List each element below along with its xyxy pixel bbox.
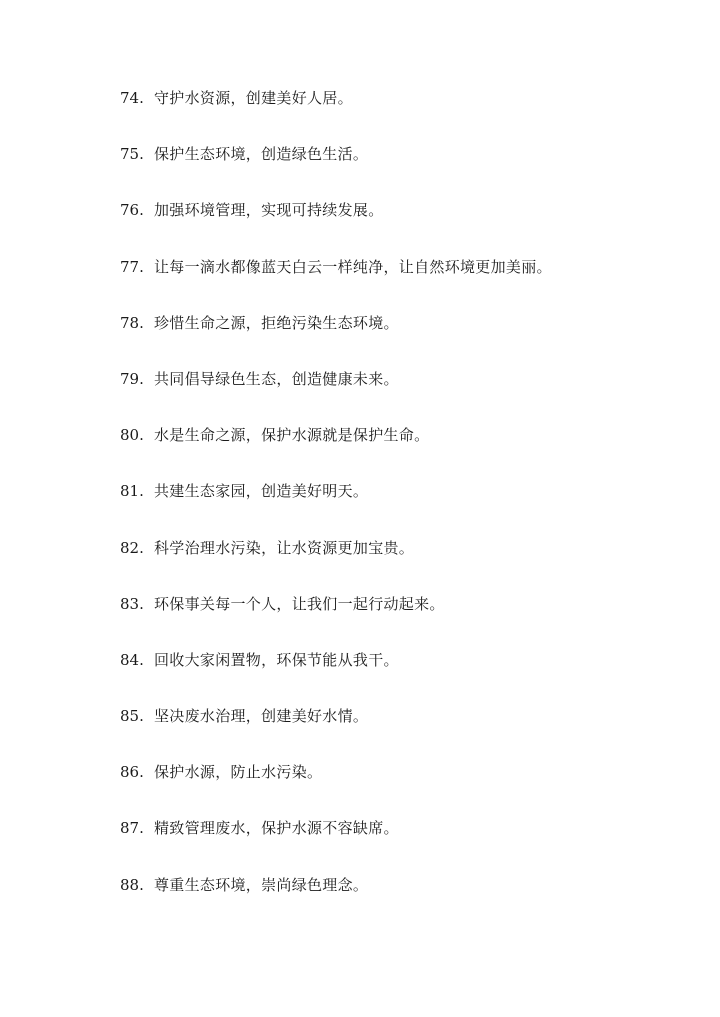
- list-item: [120, 311, 700, 367]
- item-number: 86.: [120, 763, 144, 782]
- item-number: 87.: [120, 819, 144, 838]
- list-item: [120, 760, 700, 816]
- list-item: [120, 255, 700, 311]
- item-text: 精致管理废水，保护水源不容缺席。: [154, 819, 399, 838]
- item-text: 守护水资源，创建美好人居。: [154, 89, 353, 107]
- item-number: 85.: [120, 707, 144, 726]
- item-number: 84.: [120, 650, 144, 669]
- list-item: [120, 198, 700, 254]
- item-text: 加强环境管理，实现可持续发展。: [154, 201, 384, 220]
- item-text: 科学治理水污染，让水资源更加宝贵。: [154, 538, 415, 557]
- item-text: 保护生态环境，创造绿色生活。: [154, 145, 369, 164]
- item-text: 回收大家闲置物，环保节能从我干。: [154, 650, 399, 669]
- list-item: [120, 816, 700, 872]
- list-item: [120, 86, 700, 142]
- item-text: 保护水源，防止水污染。: [154, 763, 323, 782]
- item-text: 坚决废水治理，创建美好水情。: [154, 707, 369, 726]
- item-text: 水是生命之源，保护水源就是保护生命。: [154, 426, 430, 445]
- list-item: [120, 479, 700, 535]
- item-number: 82.: [120, 538, 144, 557]
- item-number: 77.: [120, 257, 144, 276]
- item-number: 78.: [120, 313, 144, 332]
- list-item: [120, 873, 700, 929]
- item-text: 珍惜生命之源，拒绝污染生态环境。: [154, 313, 399, 332]
- item-number: 83.: [120, 594, 144, 613]
- item-number: 80.: [120, 426, 144, 445]
- item-text: 尊重生态环境，崇尚绿色理念。: [154, 875, 369, 894]
- item-number: 76.: [120, 201, 144, 220]
- list-item: [120, 592, 700, 648]
- item-text: 环保事关每一个人，让我们一起行动起来。: [154, 594, 445, 613]
- item-text: 让每一滴水都像蓝天白云一样纯净，让自然环境更加美丽。: [154, 257, 552, 276]
- item-number: 74.: [120, 89, 144, 107]
- list-item: [120, 704, 700, 760]
- item-text: 共同倡导绿色生态，创造健康未来。: [154, 369, 399, 388]
- list-item: [120, 367, 700, 423]
- list-item: [120, 648, 700, 704]
- item-number: 88.: [120, 875, 144, 894]
- item-number: 81.: [120, 482, 144, 501]
- item-number: 79.: [120, 369, 144, 388]
- list-item: [120, 142, 700, 198]
- item-number: 75.: [120, 145, 144, 164]
- list-item: [120, 423, 700, 479]
- list-item: [120, 536, 700, 592]
- slogan-list: [120, 86, 700, 929]
- item-text: 共建生态家园，创造美好明天。: [154, 482, 369, 501]
